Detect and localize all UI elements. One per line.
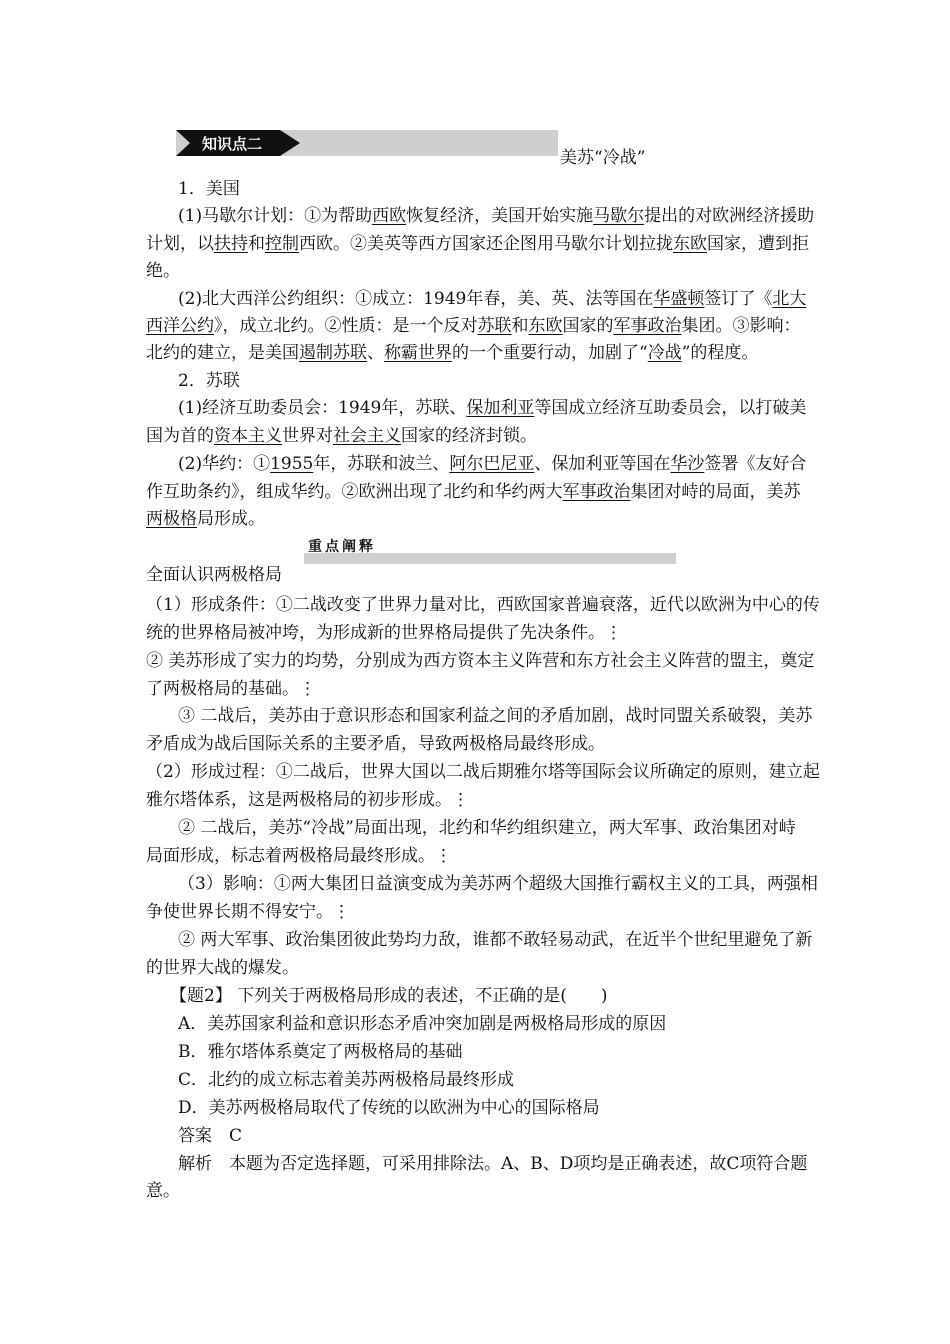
usa-p2-line3: 北约的建立，是美国遏制苏联、称霸世界的一个重要行动，加剧了“冷战”的程度。	[146, 343, 759, 363]
blank-answer: 西欧	[372, 206, 407, 226]
blank-answer: 阿尔巴尼亚	[449, 454, 535, 474]
blank-answer: 扶持	[214, 234, 248, 254]
section-tag-badge	[176, 130, 300, 156]
usa-p1-line1: (1)马歇尔计划：①为帮助西欧恢复经济，美国开始实施马歇尔提出的对欧洲经济援助	[178, 206, 815, 226]
focus-line: （1）形成条件：①二战改变了世界力量对比，西欧国家普遍衰落，近代以欧洲为中心的传	[146, 595, 820, 615]
ussr-heading: 2．苏联	[178, 371, 240, 391]
ussr-p2-line2: 作互助条约》，组成华约。②欧洲出现了北约和华约两大军事政治集团对峙的局面，美苏	[146, 482, 801, 502]
focus-line: ③ 二战后，美苏由于意识形态和国家利益之间的矛盾加剧，战时同盟关系破裂，美苏	[178, 706, 813, 726]
focus-line: （3）影响：①两大集团日益演变成为美苏两个超级大国推行霸权主义的工具，两强相	[178, 874, 818, 894]
blank-answer: 北大	[772, 289, 807, 309]
blank-answer: 1955	[270, 454, 314, 474]
blank-answer: 保加利亚	[466, 398, 535, 418]
focus-line: 的世界大战的爆发。	[146, 958, 299, 978]
ussr-p1-line1: (1)经济互助委员会：1949年，苏联、保加利亚等国成立经济互助委员会，以打破美	[178, 398, 807, 418]
focus-line: 雅尔塔体系，这是两极格局的初步形成。⋮	[146, 790, 469, 810]
focus-line: ② 两大军事、政治集团彼此势均力敌，谁都不敢轻易动武，在近半个世纪里避免了新	[178, 930, 813, 950]
focus-label: 重点阐释	[308, 539, 376, 555]
blank-answer: 华沙	[670, 454, 705, 474]
focus-line: ② 二战后，美苏“冷战”局面出现，北约和华约组织建立，两大军事、政治集团对峙	[178, 818, 796, 838]
blank-answer: 华盛顿	[653, 289, 705, 309]
question-option-d: D．美苏两极格局取代了传统的以欧洲为中心的国际格局	[178, 1098, 600, 1118]
blank-answer: 军事政治	[613, 316, 682, 336]
focus-title: 全面认识两极格局	[146, 565, 282, 585]
question-option-c: C．北约的成立标志着美苏两极格局最终形成	[178, 1070, 515, 1090]
blank-answer: 西洋公约	[146, 316, 214, 336]
blank-answer: 冷战	[647, 343, 682, 363]
blank-answer: 资本主义	[214, 426, 282, 446]
blank-answer: 军事政治	[562, 482, 631, 502]
question-option-b: B．雅尔塔体系奠定了两极格局的基础	[178, 1042, 463, 1062]
focus-line: 统的世界格局被冲垮，为形成新的世界格局提供了先决条件。⋮	[146, 623, 622, 643]
question-analysis-line1: 解析 本题为否定选择题，可采用排除法。A、B、D项均是正确表述，故C项符合题	[178, 1154, 808, 1174]
usa-p1-line3: 绝。	[146, 261, 180, 281]
usa-p2-line1: (2)北大西洋公约组织：①成立：1949年春，美、英、法等国在华盛顿签订了《北大	[178, 289, 807, 309]
question-option-a: A．美苏国家利益和意识形态矛盾冲突加剧是两极格局形成的原因	[178, 1014, 667, 1034]
blank-answer: 两极格	[146, 509, 197, 529]
blank-answer: 社会主义	[333, 426, 401, 446]
blank-answer: 遏制苏联	[299, 343, 367, 363]
blank-answer: 马歇尔	[593, 206, 645, 226]
question-stem: 【题2】 下列关于两极格局形成的表述，不正确的是( )	[170, 986, 608, 1006]
focus-line: （2）形成过程：①二战后，世界大国以二战后期雅尔塔等国际会议所确定的原则，建立起	[146, 762, 820, 782]
blank-answer: 东欧	[528, 316, 563, 336]
focus-line: 了两极格局的基础。⋮	[146, 679, 316, 699]
blank-answer: 苏联	[477, 316, 512, 336]
blank-answer: 称霸世界	[384, 343, 452, 363]
focus-line: 矛盾成为战后国际关系的主要矛盾，导致两极格局最终形成。	[146, 734, 605, 754]
section-title: 美苏“冷战”	[560, 148, 646, 168]
focus-line: ② 美苏形成了实力的均势，分别成为西方资本主义阵营和东方社会主义阵营的盟主，奠定	[146, 651, 815, 671]
question-analysis-line2: 意。	[146, 1181, 180, 1201]
focus-line: 局面形成，标志着两极格局最终形成。⋮	[146, 846, 452, 866]
usa-p1-line2: 计划，以扶持和控制西欧。②美英等西方国家还企图用马歇尔计划拉拢东欧国家，遭到拒	[146, 234, 809, 254]
ussr-p2-line3: 两极格局形成。	[146, 509, 265, 529]
usa-p2-line2: 西洋公约》，成立北约。②性质：是一个反对苏联和东欧国家的军事政治集团。③影响：	[146, 316, 801, 336]
question-answer: 答案 C	[178, 1126, 243, 1146]
ussr-p2-line1: (2)华约：①1955年，苏联和波兰、阿尔巴尼亚、保加利亚等国在华沙签署《友好合	[178, 454, 807, 474]
blank-answer: 东欧	[673, 234, 707, 254]
blank-answer: 控制	[265, 234, 299, 254]
usa-heading: 1．美国	[178, 179, 240, 199]
ussr-p1-line2: 国为首的资本主义世界对社会主义国家的经济封锁。	[146, 426, 537, 446]
focus-line: 争使世界长期不得安宁。⋮	[146, 902, 350, 922]
section-tag-label: 知识点二	[202, 135, 263, 153]
